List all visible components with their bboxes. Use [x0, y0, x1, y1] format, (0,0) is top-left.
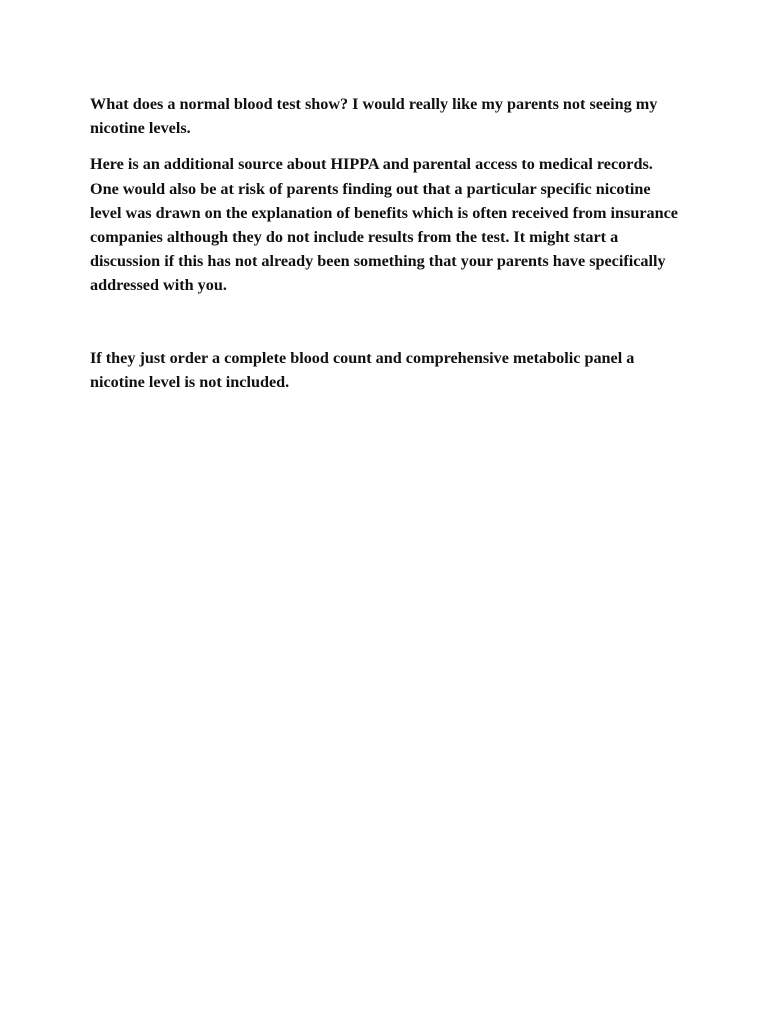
document-body: [90, 92, 682, 394]
question-paragraph: What does a normal blood test show? I would really like my parents not seeing my nicotine levels.: [90, 95, 658, 138]
hippa-source-paragraph: Here is an additional source about HIPPA and parental access to medical records. One would also be at risk of parents finding out that a particular specific nicotine level was drawn on the explanation of benefits which is often received from insurance companies although they do not include results from the test. It might start a discussion if this has not already been something that your parents have specifically addressed with you.: [90, 155, 678, 295]
blood-count-paragraph: If they just order a complete blood count and comprehensive metabolic panel a nicotine level is not included.: [90, 348, 635, 391]
